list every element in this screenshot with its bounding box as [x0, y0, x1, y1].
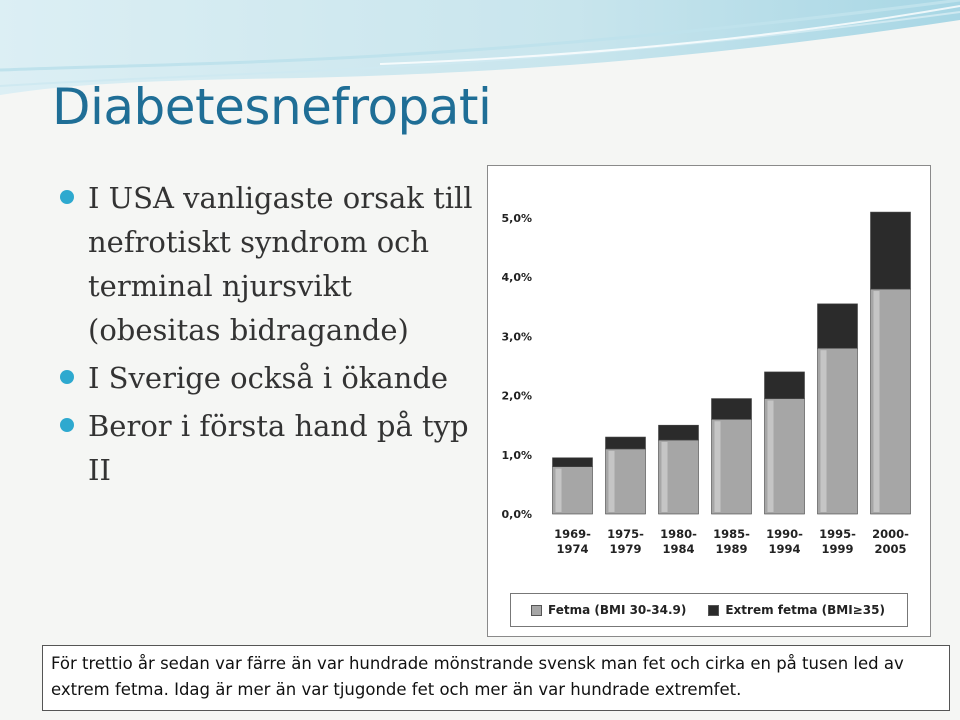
bar-segment-extrem-fetma: [871, 212, 911, 289]
slide-title: Diabetesnefropati: [52, 78, 492, 136]
bar-segment-extrem-fetma: [712, 399, 752, 420]
bar-highlight: [874, 291, 880, 512]
x-tick-label: 1974: [556, 542, 589, 556]
legend-swatch-fetma: [531, 605, 542, 616]
bullet-text: Beror i första hand på typ II: [88, 409, 469, 487]
bullet-dot-icon: [60, 370, 74, 384]
x-tick-label: 1980-: [660, 527, 697, 541]
caption-box: För trettio år sedan var färre än var hundrade mönstrande svensk man fet och cirka en på tusen led av extrem fetma. Idag är mer än var tjugonde fet och mer än var hundrade extremfet.: [42, 645, 950, 711]
chart-legend: [510, 593, 908, 627]
legend-label-fetma: Fetma (BMI 30-34.9): [548, 603, 687, 617]
y-tick-label: 0,0%: [501, 508, 532, 521]
legend-item-fetma: [531, 603, 686, 617]
bullet-item: [60, 356, 480, 400]
chart-plot: [488, 166, 930, 586]
bar-segment-extrem-fetma: [818, 304, 858, 348]
legend-item-extrem-fetma: [708, 603, 885, 617]
legend-label-extrem-fetma: Extrem fetma (BMI≥35): [725, 603, 885, 617]
bullet-item: [60, 404, 480, 492]
bar-highlight: [821, 350, 827, 512]
x-tick-label: 1994: [768, 542, 801, 556]
x-tick-label: 1979: [609, 542, 642, 556]
x-tick-label: 2005: [874, 542, 907, 556]
x-tick-label: 1995-: [819, 527, 856, 541]
x-tick-label: 1975-: [607, 527, 644, 541]
x-tick-label: 1985-: [713, 527, 750, 541]
y-tick-label: 4,0%: [501, 271, 532, 285]
bar-segment-extrem-fetma: [553, 458, 593, 467]
bar-highlight: [768, 401, 774, 512]
bar-highlight: [662, 442, 668, 512]
bullet-text: I USA vanligaste orsak till nefrotiskt syndrom och terminal njursvikt (obesitas bidragande): [88, 181, 473, 347]
x-tick-label: 2000-: [872, 527, 909, 541]
bullet-dot-icon: [60, 190, 74, 204]
y-tick-label: 2,0%: [501, 389, 532, 403]
x-tick-label: 1984: [662, 542, 695, 556]
legend-swatch-extrem-fetma: [708, 605, 719, 616]
bar-highlight: [609, 451, 615, 512]
bullet-text: I Sverige också i ökande: [88, 361, 449, 395]
bar-highlight: [715, 421, 721, 512]
bar-highlight: [556, 469, 562, 512]
bar-segment-extrem-fetma: [659, 425, 699, 440]
bar-segment-extrem-fetma: [765, 372, 805, 399]
y-tick-label: 5,0%: [501, 212, 532, 225]
x-tick-label: 1999: [821, 542, 854, 556]
x-tick-label: 1990-: [766, 527, 803, 541]
bullet-dot-icon: [60, 418, 74, 432]
bullet-list: [60, 176, 480, 496]
bullet-item: [60, 176, 480, 352]
y-tick-label: 3,0%: [501, 330, 532, 344]
obesity-chart: [487, 165, 931, 637]
y-tick-label: 1,0%: [501, 448, 532, 462]
bar-segment-extrem-fetma: [606, 437, 646, 449]
x-tick-label: 1989: [715, 542, 748, 556]
x-tick-label: 1969-: [554, 527, 591, 541]
